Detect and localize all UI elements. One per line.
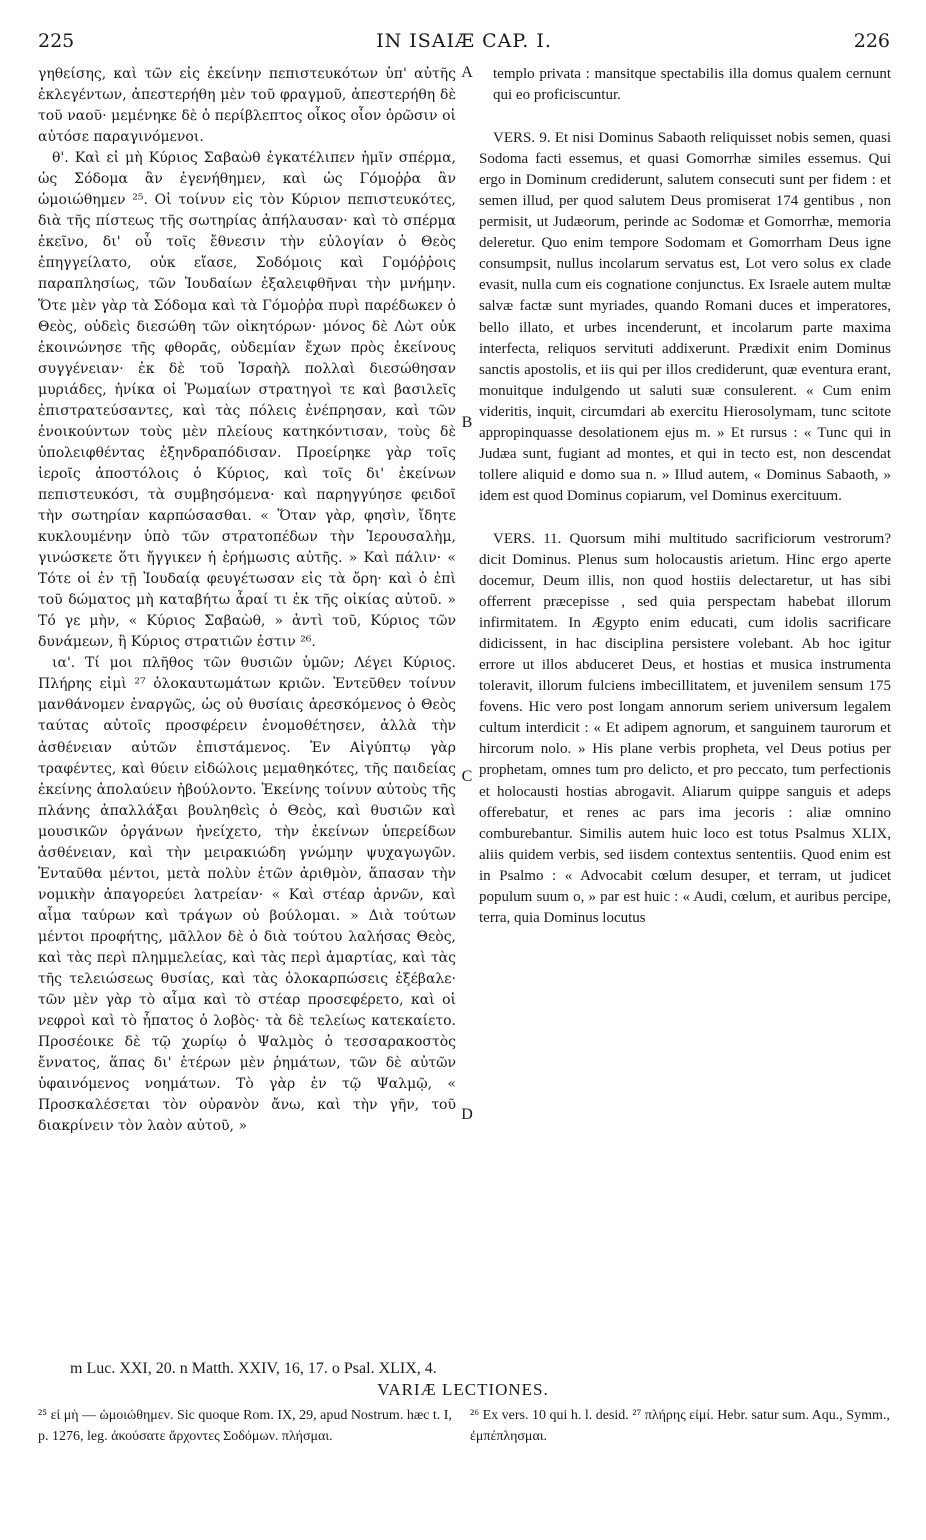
right-page-number: 226 xyxy=(853,30,890,52)
greek-column xyxy=(38,64,456,1137)
footnotes: m Luc. XXI, 20. n Matth. XXIV, 16, 17. o Psal. XLIX, 4. xyxy=(70,1360,437,1377)
greek-paragraph: ια'. Τί μοι πλῆθος τῶν θυσιῶν ὑμῶν; Λέγει Κύριος. Πλήρης εἰμὶ ²⁷ ὁλοκαυτωμάτων κριῶν. Ἐντεῦθεν τοίνυν μανθάνομεν ἐναργῶς, ὡς οὐ θυσίαις ἀρεσκόμενος ὁ Θεὸς ταύτας αὐτοῖς προσφέρειν ἐνομοθέτησεν, ἀλλὰ τὴν ἀσθένειαν αὐτῶν ἐπιστάμενος. Ἐν Αἰγύπτῳ γὰρ τραφέντες, καὶ θύειν εἰδώλοις μεμαθηκότες, τῆς παιδείας ἐκείνης ἀπολαύειν ἠβούλοντο. Ἐκείνης τοίνυν αὐτοὺς τῆς πλάνης ἀπαλλάξαι βουληθεὶς ὁ Θεὸς, καὶ θυσιῶν καὶ μουσικῶν ὀργάνων ἠνείχετο, τὴν ἐκείνων ὑπερείδων ἀσθένειαν, καὶ τὴν μειρακιώδη γνώμην ψυχαγωγῶν. Ἐνταῦθα μέντοι, μετὰ πολὺν ἐτῶν ἀριθμὸν, ἅπασαν τὴν νομικὴν ἀπαγορεύει λατρείαν· « Καὶ στέαρ ἀρνῶν, καὶ αἷμα ταύρων καὶ τράγων οὐ βούλομαι. » Διὰ τούτων μέντοι προφήτης, μᾶλλον δὲ ὁ διὰ τούτου λαλήσας Θεὸς, καὶ τὰς περὶ πλημμελείας, καὶ τὰς περὶ ἁμαρτίας, καὶ τὰς τῆς τελειώσεως θυσίας, καὶ τὰς ὁλοκαρπώσεις ἐξέβαλε· τῶν μὲν γὰρ τὸ αἷμα καὶ τὸ στέαρ προσεφέρετο, καὶ οἱ νεφροὶ καὶ τὸ ἧπατος ὁ λοβὸς· τὰ δὲ τελείως κατεκαίετο. Προσέοικε δὲ τῷ χωρίῳ ὁ Ψαλμὸς ὁ τεσσαρακοστὸς ἔννατος, ἅπας δι' ἑτέρων μὲν ῥημάτων, τῶν δὲ αὐτῶν ὑφαινόμενος νοημάτων. Τὸ γὰρ ἐν τῷ Ψαλμῷ, « Προσκαλέσεται τὸν οὐρανὸν ἄνω, καὶ τὴν γῆν, τοῦ διακρίνειν τὸν λαὸν αὐτοῦ, » xyxy=(38,655,456,1135)
margin-letter-c: C xyxy=(461,768,473,785)
latin-paragraph: VERS. 9. Et nisi Dominus Sabaoth reliquisset nobis semen, quasi Sodoma facti essemus, et quasi Gomorrhæ similes essemus. Qui ergo in Dominum crediderunt, salutem consecuti sunt per fidem : et semen illud, per quod salutem Deus promiserat 174 gentibus , non permisit, ut Judæorum, perinde ac Sodomæ et Gomorrhæ, memoria deleretur. Quo enim tempore Sodomam et Gomorrham Deus igne consumpsit, nullus incolarum servatus est, Lot vero solus ex clade evasit, nulla cum eis cognatione conjunctus. Ex Israele autem multæ salvæ factæ sunt myriades, quando Romani duces et imperatores, bello illato, et urbes incenderunt, et incolarum parte maxima interfecta, reliquos servituti addixerunt. Prædixit enim Dominus sanctis apostolis, et iis qui per illos crediderunt, quæ eventura erant, monuitque indulgendo ut saluti suæ consulerent. « Cum enim videritis, inquit, circumdari ab exercitu Hierosolymam, tunc scitote appropinquasse desolationem ejus m. » Et rursus : « Tunc qui in Judæa sunt, fugiant ad montes, et qui in tecto est, non descendat tollere aliquid e domo sua n. » Illud autem, « Dominus Sabaoth, » idem est quod Dominus copiarum, vel Dominus exercituum. xyxy=(479,130,891,504)
running-title: IN ISAIÆ CAP. I. xyxy=(376,30,552,52)
page-header xyxy=(38,30,890,60)
latin-column xyxy=(479,64,891,929)
greek-paragraph: θ'. Καὶ εἰ μὴ Κύριος Σαβαὼθ ἐγκατέλιπεν ἡμῖν σπέρμα, ὡς Σόδομα ἂν ἐγενήθημεν, καὶ ὡς Γόμοῤῥα ἂν ὡμοιώθημεν ²⁵. Οἱ τοίνυν εἰς τὸν Κύριον πεπιστευκότες, διὰ τῆς πίστεως τῆς σωτηρίας ἀπήλαυσαν· καὶ τὸ σπέρμα ἐκεῖνο, δι' οὗ τοῖς ἔθνεσιν τὴν εὐλογίαν ὁ Θεὸς ἐπηγγείλατο, οὐκ εἴασε, Σοδόμοις καὶ Γομόῤῥοις παραπλησίως, τῶν Ἰουδαίων ἐξαλειφθῆναι τὴν μνήμην. Ὅτε μὲν γὰρ τὰ Σόδομα καὶ τὰ Γόμοῤῥα πυρὶ παρέδωκεν ὁ Θεὸς, οὐδεὶς διεσώθη τῶν οἰκητόρων· μόνος δὲ Λὼτ οὐκ ἐκοινώνησε τῆς φθορᾶς, οὐδεμίαν ἔχων πρὸς ἐκείνους συγγένειαν· ἐκ δὲ τοῦ Ἰσραὴλ πολλαὶ διεσώθησαν μυριάδες, ἡνίκα οἱ Ῥωμαίων στρατηγοὶ τε καὶ βασιλεῖς ἐπιστρατεύσαντες, καὶ τὰς πόλεις ἐνέπρησαν, καὶ τῶν ἐνοικούντων τοὺς μὲν πλείους κατηκόντισαν, τοὺς δὲ ὑπολειφθέντας ἐξηνδραπόδισαν. Προείρηκε γὰρ τοῖς ἱεροῖς ἀποστόλοις ὁ Κύριος, καὶ τοῖς δι' ἐκείνων πεπιστευκόσι, τὰ συμβησόμενα· καὶ παρηγγύησε φειδοῖ τὴν σωτηρίαν καρπώσασθαι. « Ὅταν γὰρ, φησὶν, ἴδητε κυκλουμένην ὑπὸ τῶν στρατοπέδων τὴν Ἱερουσαλὴμ, γινώσκετε ὅτι ἤγγικεν ἡ ἐρήμωσις αὐτῆς. » Καὶ πάλιν· « Τότε οἱ ἐν τῇ Ἰουδαίᾳ φευγέτωσαν εἰς τὰ ὄρη· καὶ ὁ ἐπὶ τοῦ δώματος μὴ καταβήτω ἆραί τι ἐκ τῆς οἰκίας αὐτοῦ. » Τό γε μὴν, « Κύριος Σαβαὼθ, » ἀντὶ τοῦ, Κύριος τῶν δυνάμεων, ἢ Κύριος στρατιῶν ἐστιν ²⁶. xyxy=(38,150,456,651)
greek-paragraph: γηθείσης, καὶ τῶν εἰς ἐκείνην πεπιστευκότων ὑπ' αὐτῆς ἐκλεγέντων, ἀπεστερήθη μὲν τοῦ φραγμοῦ, ἀπεστερήθη δὲ τοῦ ναοῦ· μεμένηκε δὲ ὁ περίβλεπτος οἶκος οἷον ὁρῶσιν οἱ αὐτόσε παραγινόμενοι. xyxy=(38,66,456,146)
latin-paragraph: VERS. 11. Quorsum mihi multitudo sacrificiorum vestrorum? dicit Dominus. Plenus sum holocaustis arietum. Hinc ergo aperte docemur, Deum illis, non quod hostiis delectaretur, ut has sibi offerrent præcepisse , sed quia perspectam habebat illorum infirmitatem. In Ægypto enim educati, cum idolis sacrificare didicissent, in hac disciplina persistere volebant. Ab hoc igitur errore ut illos abduceret Deus, et hostias et musica instrumenta toleravit, illorum fulciens imbecillitatem, et juvenilem sensum 175 fovens. Hic vero post longam annorum seriem universum legalem cultum interdicit : « Et adipem agnorum, et sanguinem taurorum et hircorum nolo. » His plane verbis propheta, vel Deus potius per prophetam, omnes tum pro delicto, et pro peccato, tum perfectionis et holocausti hostias abrogavit. Aliarum quippe sanguis et adeps offerebatur, et renes ac pars ima jecoris : aliæ omnino comburebantur. Similis autem huic loco est totus Psalmus XLIX, aliis quidem verbis, sed iisdem contextus sententiis. Quod enim est in Psalmo : « Advocabit cœlum desuper, et terram, ut judicet populum suum o, » par est huic : « Audi, cœlum, et auribus percipe, terra, quia Dominus locutus xyxy=(479,530,891,926)
variant-note-right: ²⁶ Ex vers. 10 qui h. l. desid. ²⁷ πλήρης εἰμί. Hebr. satur sum. Aqu., Symm., ἐμπέπλησμαι. xyxy=(470,1408,890,1444)
latin-paragraph: templo privata : mansitque spectabilis illa domus qualem cernunt qui eo proficiscuntur. xyxy=(493,66,891,104)
left-page-number: 225 xyxy=(38,30,75,52)
variae-lectiones-title: VARIÆ LECTIONES. xyxy=(377,1380,549,1399)
margin-letter-a: A xyxy=(461,64,473,81)
margin-letter-d: D xyxy=(461,1106,473,1123)
margin-letter-b: B xyxy=(461,414,473,431)
variant-note-left: ²⁵ εἰ μὴ — ὡμοιώθημεν. Sic quoque Rom. IX, 29, apud Nostrum. hæc t. I, p. 1276, leg. ἀκούσατε ἄρχοντες Σοδόμων. πλήσμαι. xyxy=(38,1408,452,1444)
